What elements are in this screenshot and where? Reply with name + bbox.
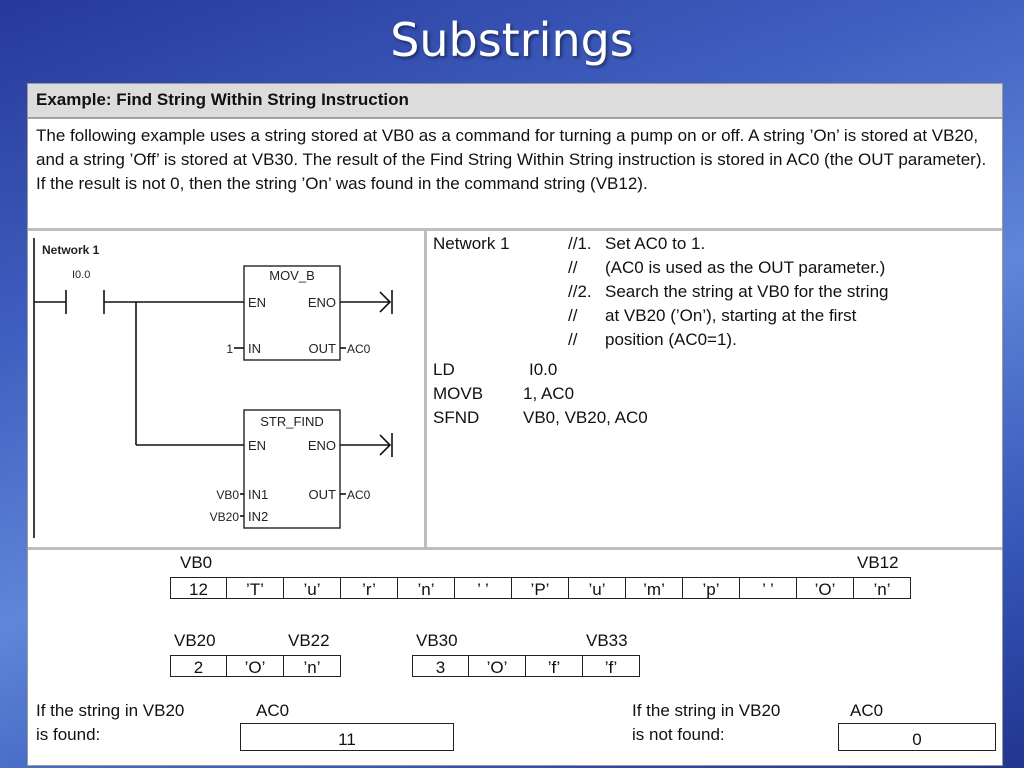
memory-cell: ’f’ <box>526 655 583 677</box>
memory-cell: ’n’ <box>284 655 341 677</box>
mov-b-out-value: AC0 <box>347 342 371 356</box>
stl-comment-marker: //1. <box>568 234 592 253</box>
mov-b-in-value: 1 <box>226 342 233 356</box>
memory-cell: ’T’ <box>227 577 284 599</box>
stl-comment-text: Search the string at VB0 for the string <box>605 282 889 301</box>
memory-cell: ’p’ <box>683 577 740 599</box>
stl-comment-marker: //2. <box>568 282 592 301</box>
vb30-label: VB30 <box>416 631 458 650</box>
str-find-in1: IN1 <box>248 487 269 502</box>
str-find-title: STR_FIND <box>260 414 324 429</box>
ladder-diagram <box>28 232 423 547</box>
str-find-out: OUT <box>308 487 336 502</box>
mov-b-title: MOV_B <box>269 268 315 283</box>
not-found-text-line1: If the string in VB20 <box>632 701 781 720</box>
stl-operands: VB0, VB20, AC0 <box>523 408 648 427</box>
vb33-label: VB33 <box>586 631 628 650</box>
memory-cell: 2 <box>170 655 227 677</box>
stl-operands: I0.0 <box>529 360 558 379</box>
stl-comment-marker: // <box>568 330 578 349</box>
mov-b-en: EN <box>248 295 267 310</box>
stl-comment-text: position (AC0=1). <box>605 330 737 349</box>
stl-opcode: SFND <box>433 408 480 427</box>
mov-b-eno: ENO <box>307 295 336 310</box>
str-find-en: EN <box>248 438 267 453</box>
slide-title: Substrings <box>390 13 634 67</box>
vb20-label: VB20 <box>174 631 216 650</box>
memory-cell: 12 <box>170 577 227 599</box>
not-found-text-line2: is not found: <box>632 725 725 744</box>
not-found-register-label: AC0 <box>850 701 884 720</box>
stl-network-label: Network 1 <box>433 234 510 253</box>
memory-cell: ’n’ <box>854 577 911 599</box>
memory-cell: ’O’ <box>797 577 854 599</box>
str-find-in1-value: VB0 <box>216 488 239 502</box>
found-register-label: AC0 <box>256 701 290 720</box>
stl-comment-marker: // <box>568 258 578 277</box>
network-label: Network 1 <box>42 243 100 257</box>
example-document <box>27 83 1003 766</box>
str-find-in2-value: VB20 <box>209 510 239 524</box>
stl-opcode: LD <box>433 360 455 379</box>
mov-b-in: IN <box>248 341 261 356</box>
found-ac0-value: 11 <box>240 723 454 751</box>
stl-comment-marker: // <box>568 306 578 325</box>
vb20-string-cells <box>170 655 341 677</box>
stl-comment-text: (AC0 is used as the OUT parameter.) <box>605 258 886 277</box>
example-intro: The following example uses a string stored at VB0 as a command for turning a pump on or off. A string ’On’ is stored at VB20, and a string ’Off’ is stored at VB30. The result of the Find String Within String instruction is stored in AC0 (the OUT parameter). If the result is not 0, then the string ’On’ was found in the command string (VB12). <box>36 126 987 193</box>
memory-section <box>28 551 1002 765</box>
memory-cell: ’m’ <box>626 577 683 599</box>
memory-cell: 3 <box>412 655 469 677</box>
vb30-string-cells <box>412 655 640 677</box>
memory-cell: ’u’ <box>569 577 626 599</box>
stl-operands: 1, AC0 <box>523 384 575 403</box>
memory-cell: ’O’ <box>469 655 526 677</box>
stl-comment-text: at VB20 (’On’), starting at the first <box>605 306 857 325</box>
mov-b-out: OUT <box>308 341 336 356</box>
memory-cell: ’ ’ <box>455 577 512 599</box>
memory-cell: ’r’ <box>341 577 398 599</box>
str-find-in2: IN2 <box>248 509 269 524</box>
example-header: Example: Find String Within String Instruction <box>28 84 1002 119</box>
vb22-label: VB22 <box>288 631 330 650</box>
str-find-eno: ENO <box>307 438 336 453</box>
memory-cell: ’ ’ <box>740 577 797 599</box>
memory-cell: ’n’ <box>398 577 455 599</box>
found-text-line1: If the string in VB20 <box>36 701 185 720</box>
memory-cell: ’O’ <box>227 655 284 677</box>
not-found-ac0-value: 0 <box>838 723 996 751</box>
memory-cell: ’f’ <box>583 655 640 677</box>
divider <box>28 547 1002 550</box>
memory-cell: ’P’ <box>512 577 569 599</box>
contact-label: I0.0 <box>72 269 91 281</box>
vb0-string-cells <box>170 577 911 599</box>
str-find-out-value: AC0 <box>347 488 371 502</box>
ladder-svg <box>28 232 423 547</box>
divider <box>424 228 427 548</box>
memory-cell: ’u’ <box>284 577 341 599</box>
vb12-label: VB12 <box>857 553 899 572</box>
vb0-label: VB0 <box>180 553 213 572</box>
stl-comment-text: Set AC0 to 1. <box>605 234 706 253</box>
stl-opcode: MOVB <box>433 384 484 403</box>
found-text-line2: is found: <box>36 725 101 744</box>
divider <box>28 228 1002 231</box>
